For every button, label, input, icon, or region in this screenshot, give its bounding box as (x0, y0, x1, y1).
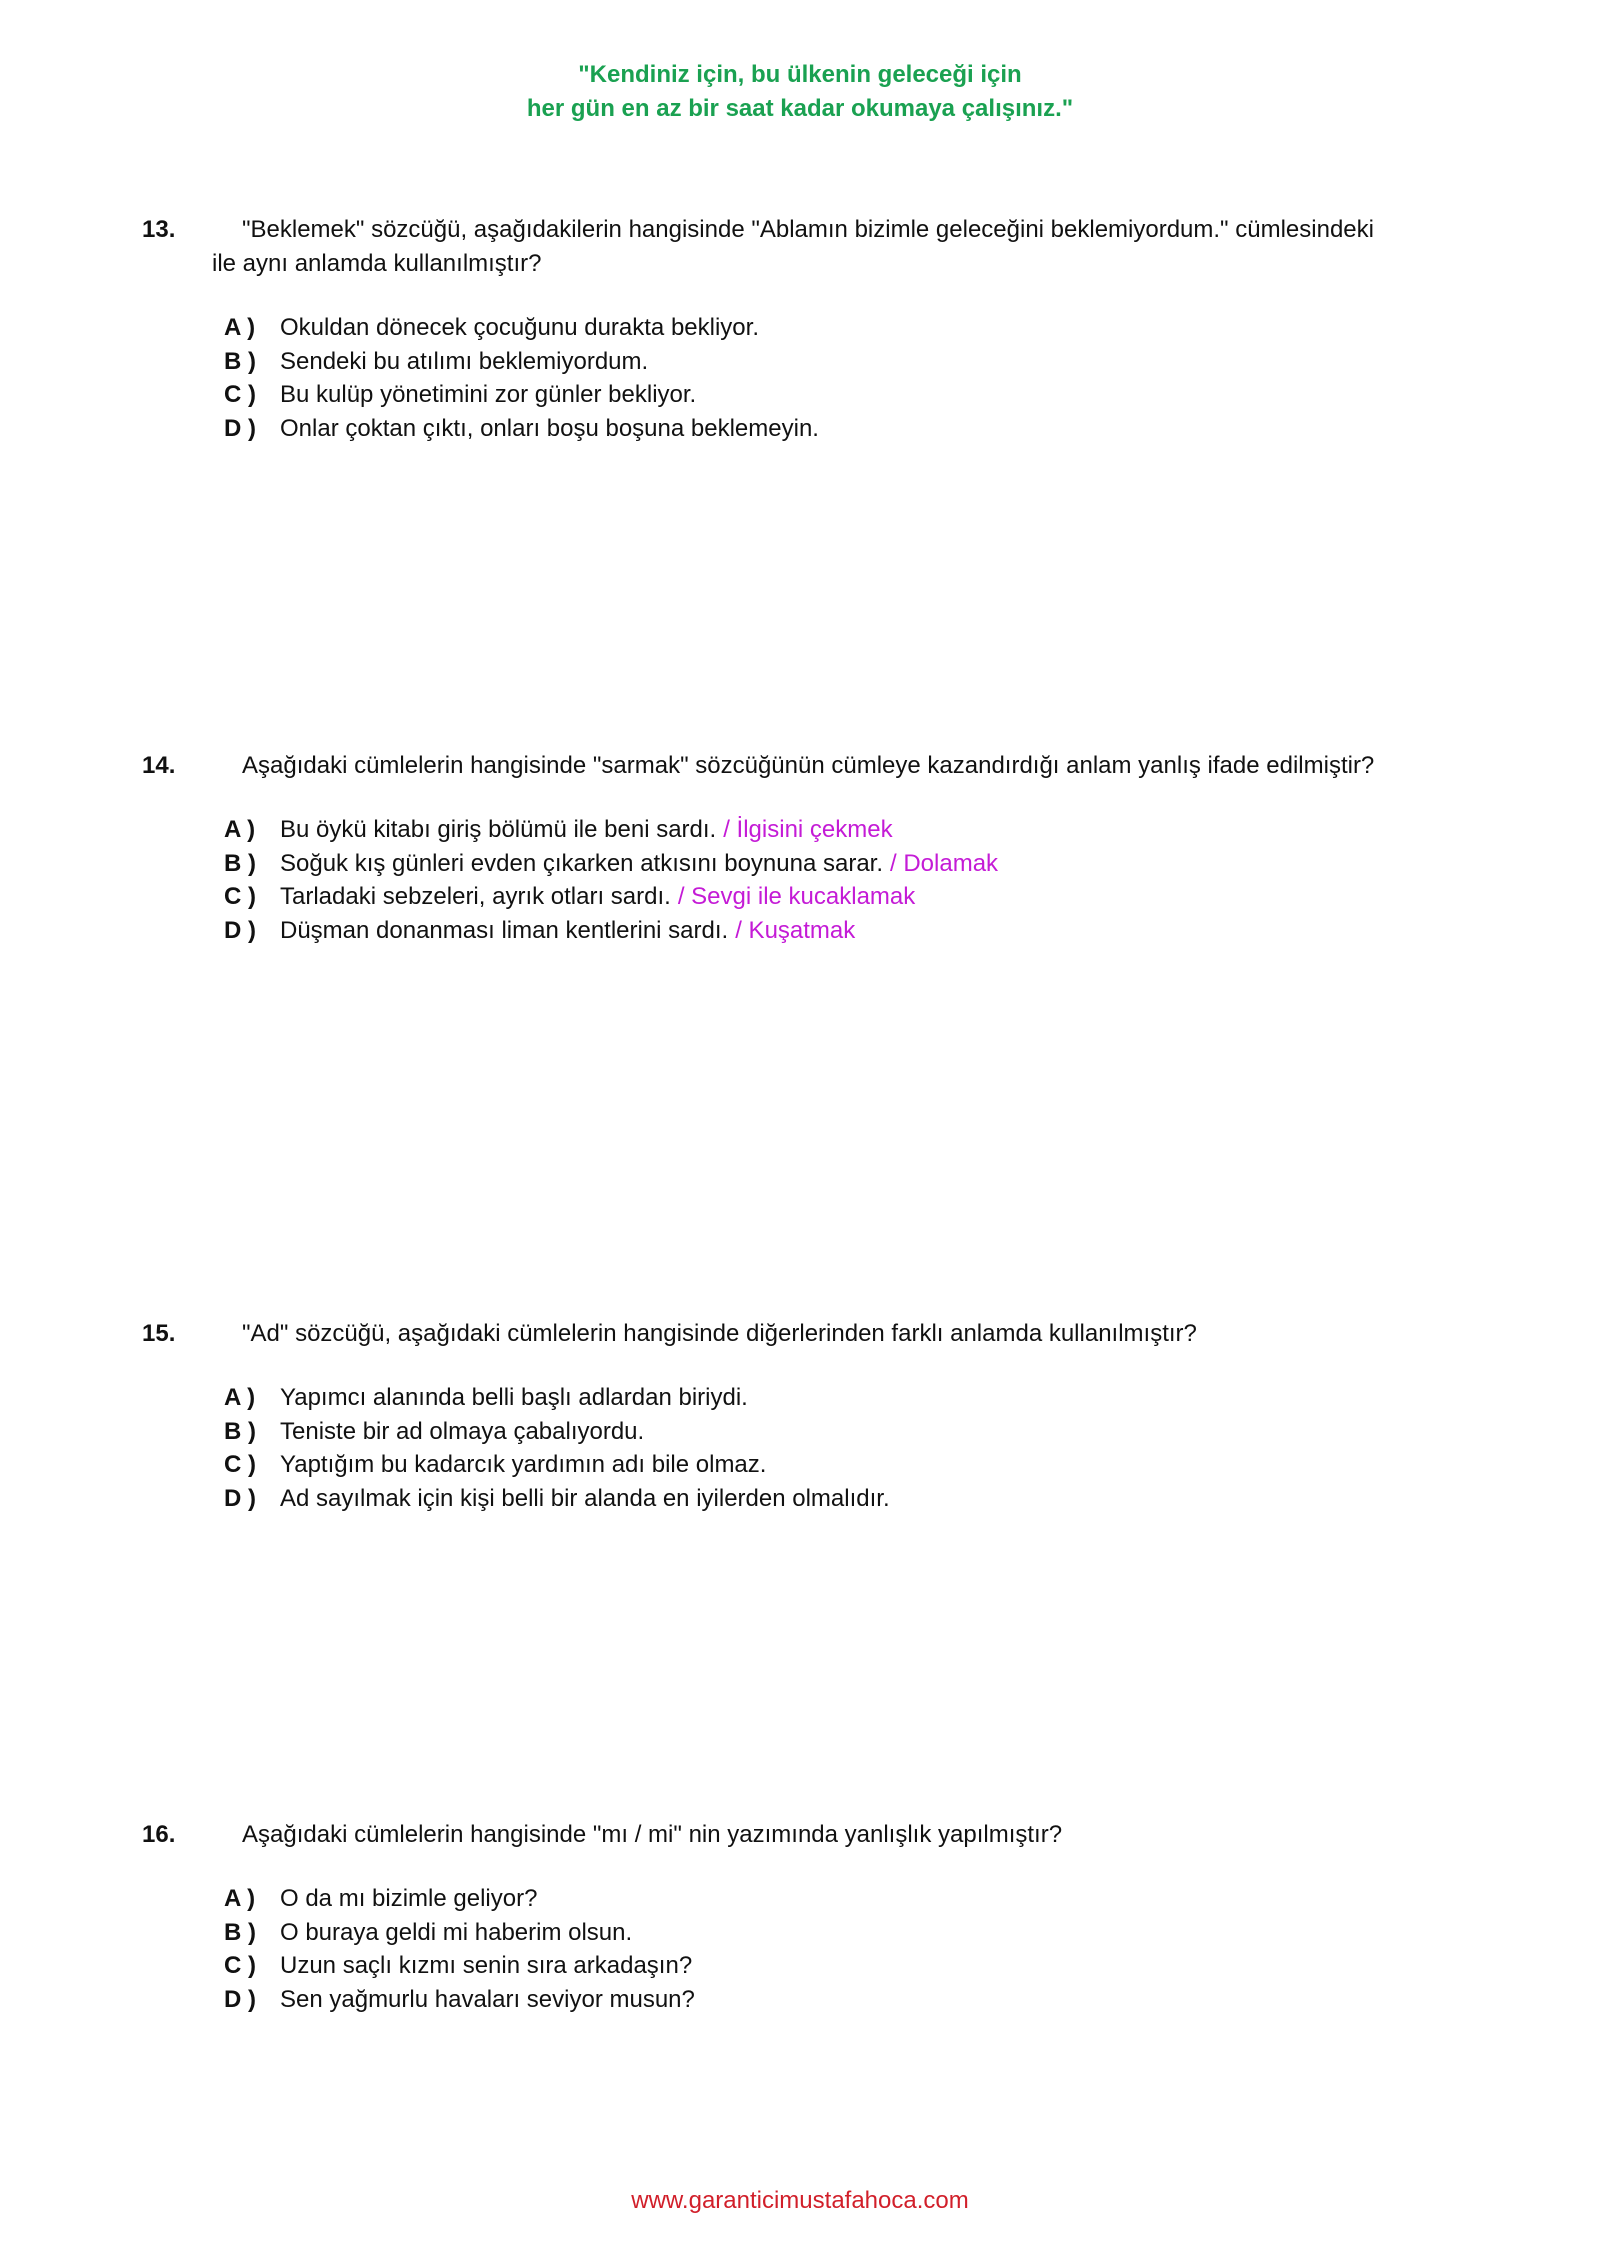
option-meaning-note: / Sevgi ile kucaklamak (677, 883, 916, 910)
option-a[interactable] (224, 311, 1392, 345)
option-c[interactable] (224, 880, 1392, 914)
option-list (142, 311, 1392, 445)
option-letter: C ) (224, 1451, 256, 1478)
question-number: 14. (142, 752, 176, 779)
question-text: "Beklemek" sözcüğü, aşağıdakilerin hangisinde "Ablamın bizimle geleceğini beklemiyordum." cümlesindeki ile aynı anlamda kullanılmıştır? (212, 216, 1374, 277)
option-letter: B ) (224, 849, 256, 877)
option-text: Yapımcı alanında belli başlı adlardan biriydi. (280, 1384, 748, 1411)
option-text: Okuldan dönecek çocuğunu durakta bekliyor. (280, 314, 759, 341)
option-d[interactable] (224, 1482, 1392, 1516)
option-meaning-note: / Dolamak (890, 849, 999, 877)
option-d[interactable] (224, 412, 1392, 446)
option-text: O da mı bizimle geliyor? (280, 1885, 538, 1912)
option-letter: D ) (224, 916, 256, 944)
option-letter: A ) (224, 1384, 256, 1411)
footer-website-link[interactable]: www.garanticimustafahoca.com (631, 2187, 969, 2214)
option-c[interactable] (224, 1448, 1392, 1482)
question-13 (142, 213, 1392, 445)
question-number: 13. (142, 216, 176, 243)
option-c[interactable] (224, 378, 1392, 412)
question-number: 15. (142, 1320, 176, 1347)
motto-line-2: her gün en az bir saat kadar okumaya çalışınız." (526, 95, 1074, 122)
option-list (142, 813, 1392, 947)
option-letter: C ) (224, 1952, 256, 1979)
option-letter: B ) (224, 1918, 256, 1946)
option-d[interactable] (224, 1983, 1392, 2017)
option-list (142, 1381, 1392, 1515)
option-text: O buraya geldi mi haberim olsun. (280, 1918, 633, 1946)
option-letter: B ) (224, 347, 256, 375)
option-text: Bu kulüp yönetimini zor günler bekliyor. (280, 381, 697, 408)
option-d[interactable] (224, 914, 1392, 948)
option-text: Düşman donanması liman kentlerini sardı. (280, 916, 729, 944)
option-b[interactable] (224, 847, 1392, 881)
option-letter: D ) (224, 1985, 256, 2013)
question-16 (142, 1818, 1392, 2016)
question-stem (142, 749, 1392, 783)
question-text: Aşağıdaki cümlelerin hangisinde "mı / mi" nin yazımında yanlışlık yapılmıştır? (242, 1821, 1063, 1848)
question-stem (142, 1317, 1392, 1351)
option-a[interactable] (224, 1381, 1392, 1415)
option-text: Uzun saçlı kızmı senin sıra arkadaşın? (280, 1952, 693, 1979)
question-text: Aşağıdaki cümlelerin hangisinde "sarmak" sözcüğünün cümleye kazandırdığı anlam yanlış ifade edilmiştir? (242, 752, 1375, 779)
option-meaning-note: / Kuşatmak (735, 916, 856, 944)
option-text: Onlar çoktan çıktı, onları boşu boşuna beklemeyin. (280, 414, 819, 442)
option-letter: C ) (224, 381, 256, 408)
option-text: Sen yağmurlu havaları seviyor musun? (280, 1985, 695, 2013)
option-b[interactable] (224, 1415, 1392, 1449)
question-number: 16. (142, 1821, 176, 1848)
option-letter: D ) (224, 1484, 256, 1512)
option-text: Yaptığım bu kadarcık yardımın adı bile olmaz. (280, 1451, 767, 1478)
option-text: Sendeki bu atılımı beklemiyordum. (280, 347, 649, 375)
option-text: Tarladaki sebzeleri, ayrık otları sardı. (280, 883, 671, 910)
option-a[interactable] (224, 813, 1392, 847)
option-c[interactable] (224, 1949, 1392, 1983)
option-letter: D ) (224, 414, 256, 442)
option-b[interactable] (224, 1916, 1392, 1950)
question-15 (142, 1317, 1392, 1515)
option-letter: A ) (224, 1885, 256, 1912)
option-list (142, 1882, 1392, 2016)
option-letter: A ) (224, 314, 256, 341)
option-text: Ad sayılmak için kişi belli bir alanda en iyilerden olmalıdır. (280, 1484, 890, 1512)
option-letter: A ) (224, 816, 256, 843)
question-stem (142, 213, 1392, 281)
option-letter: C ) (224, 883, 256, 910)
question-text: "Ad" sözcüğü, aşağıdaki cümlelerin hangisinde diğerlerinden farklı anlamda kullanılmıştır? (242, 1320, 1197, 1347)
motto-quote (0, 58, 1600, 126)
option-a[interactable] (224, 1882, 1392, 1916)
option-b[interactable] (224, 345, 1392, 379)
motto-line-1: "Kendiniz için, bu ülkenin geleceği için (578, 61, 1022, 88)
option-meaning-note: / İlgisini çekmek (723, 816, 893, 843)
option-text: Bu öykü kitabı giriş bölümü ile beni sardı. (280, 816, 717, 843)
question-stem (142, 1818, 1392, 1852)
option-text: Teniste bir ad olmaya çabalıyordu. (280, 1417, 645, 1445)
question-14 (142, 749, 1392, 947)
option-text: Soğuk kış günleri evden çıkarken atkısını boynuna sarar. (280, 849, 884, 877)
option-letter: B ) (224, 1417, 256, 1445)
